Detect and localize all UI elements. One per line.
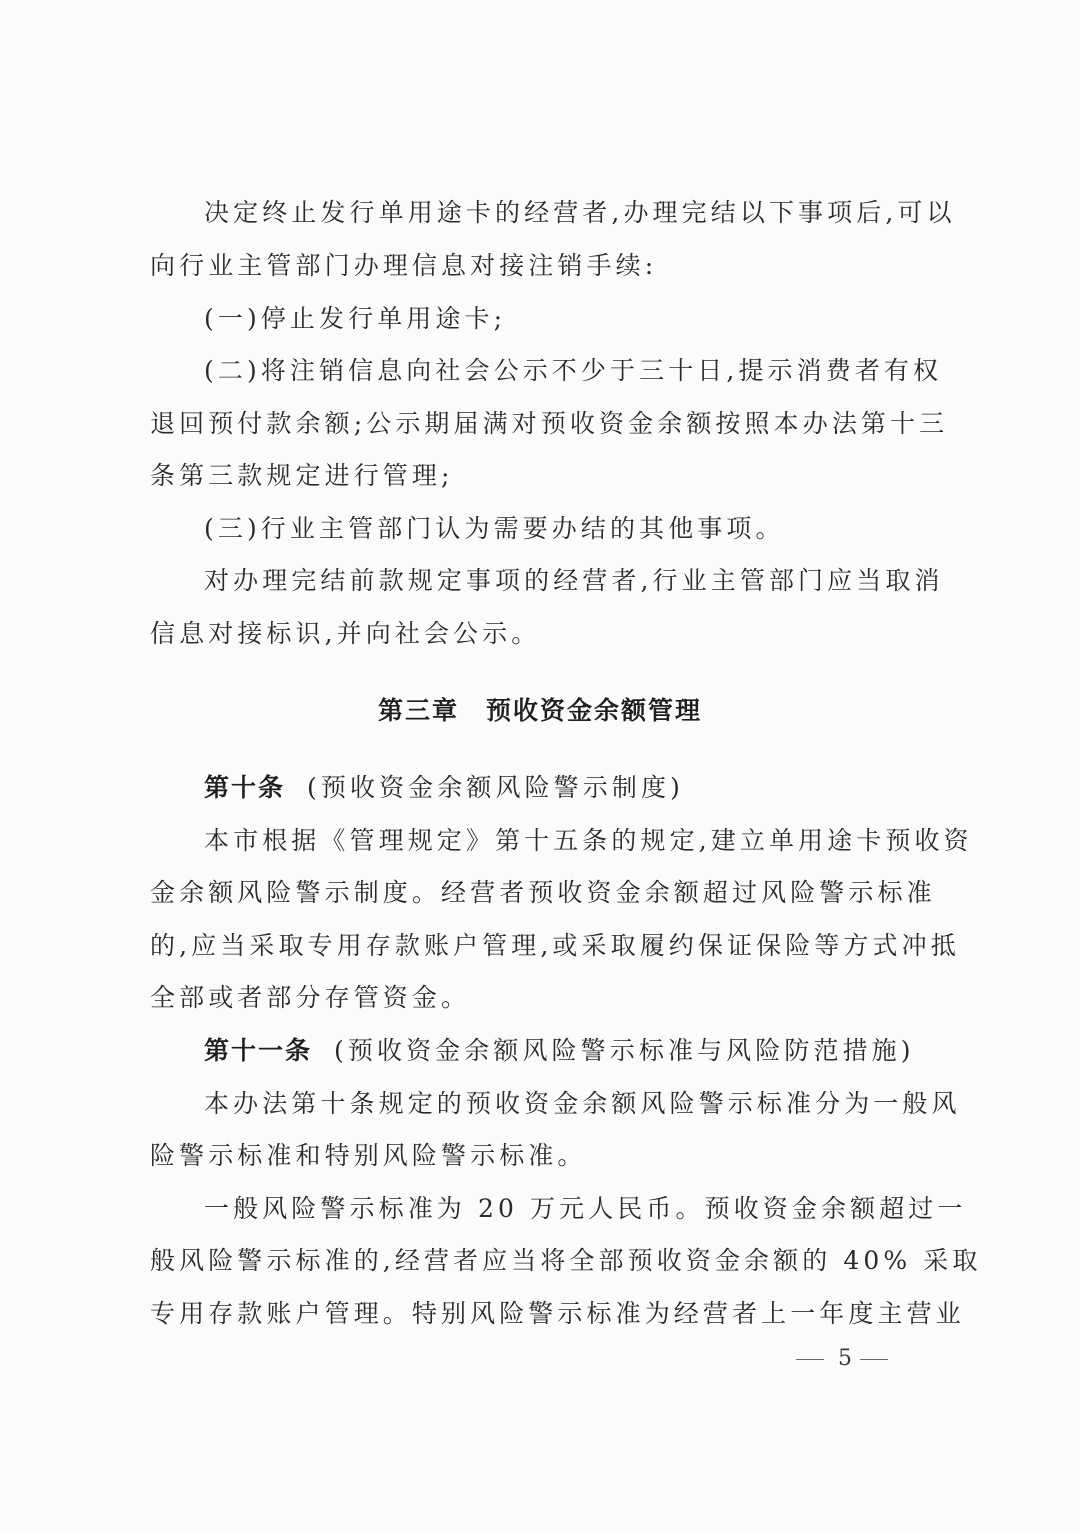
paragraph-line: 退回预付款余额;公示期届满对预收资金余额按照本办法第十三 (150, 409, 949, 438)
paragraph-line: 般风险警示标准的,经营者应当将全部预收资金余额的 40% 采取 (150, 1246, 982, 1275)
paragraph-line: 决定终止发行单用途卡的经营者,办理完结以下事项后,可以 (204, 198, 956, 227)
article-number: 第十条 (204, 773, 286, 802)
paragraph-line: 金余额风险警示制度。经营者预收资金余额超过风险警示标准 (150, 878, 936, 907)
paragraph-line: 信息对接标识,并向社会公示。 (150, 619, 541, 648)
list-item: (二)将注销信息向社会公示不少于三十日,提示消费者有权 (204, 356, 943, 385)
article-heading (204, 1035, 915, 1067)
list-item: (三)行业主管部门认为需要办结的其他事项。 (204, 514, 785, 543)
page-number: 5 (838, 1346, 852, 1371)
paragraph-line: 全部或者部分存管资金。 (150, 983, 471, 1012)
article-subtitle: (预收资金余额风险警示标准与风险防范措施) (334, 1036, 915, 1065)
article-number: 第十一条 (204, 1036, 313, 1065)
paragraph-line: 条第三款规定进行管理; (150, 461, 454, 490)
page-number-dash (860, 1359, 888, 1360)
paragraph-line: 对办理完结前款规定事项的经营者,行业主管部门应当取消 (204, 566, 944, 595)
paragraph-line: 本办法第十条规定的预收资金余额风险警示标准分为一般风 (204, 1089, 961, 1118)
chapter-heading: 第三章 预收资金余额管理 (377, 696, 702, 725)
paragraph-line: 一般风险警示标准为 20 万元人民币。预收资金余额超过一 (204, 1194, 967, 1223)
list-item: (一)停止发行单用途卡; (204, 304, 507, 333)
paragraph-line: 向行业主管部门办理信息对接注销手续: (150, 251, 658, 280)
article-subtitle: (预收资金余额风险警示制度) (307, 773, 684, 802)
paragraph-line: 本市根据《管理规定》第十五条的规定,建立单用途卡预收资 (204, 826, 973, 855)
paragraph-line: 险警示标准和特别风险警示标准。 (150, 1141, 587, 1170)
article-heading (204, 772, 684, 804)
paragraph-line: 专用存款账户管理。特别风险警示标准为经营者上一年度主营业 (150, 1299, 965, 1328)
paragraph-line: 的,应当采取专用存款账户管理,或采取履约保证保险等方式冲抵 (150, 931, 960, 960)
